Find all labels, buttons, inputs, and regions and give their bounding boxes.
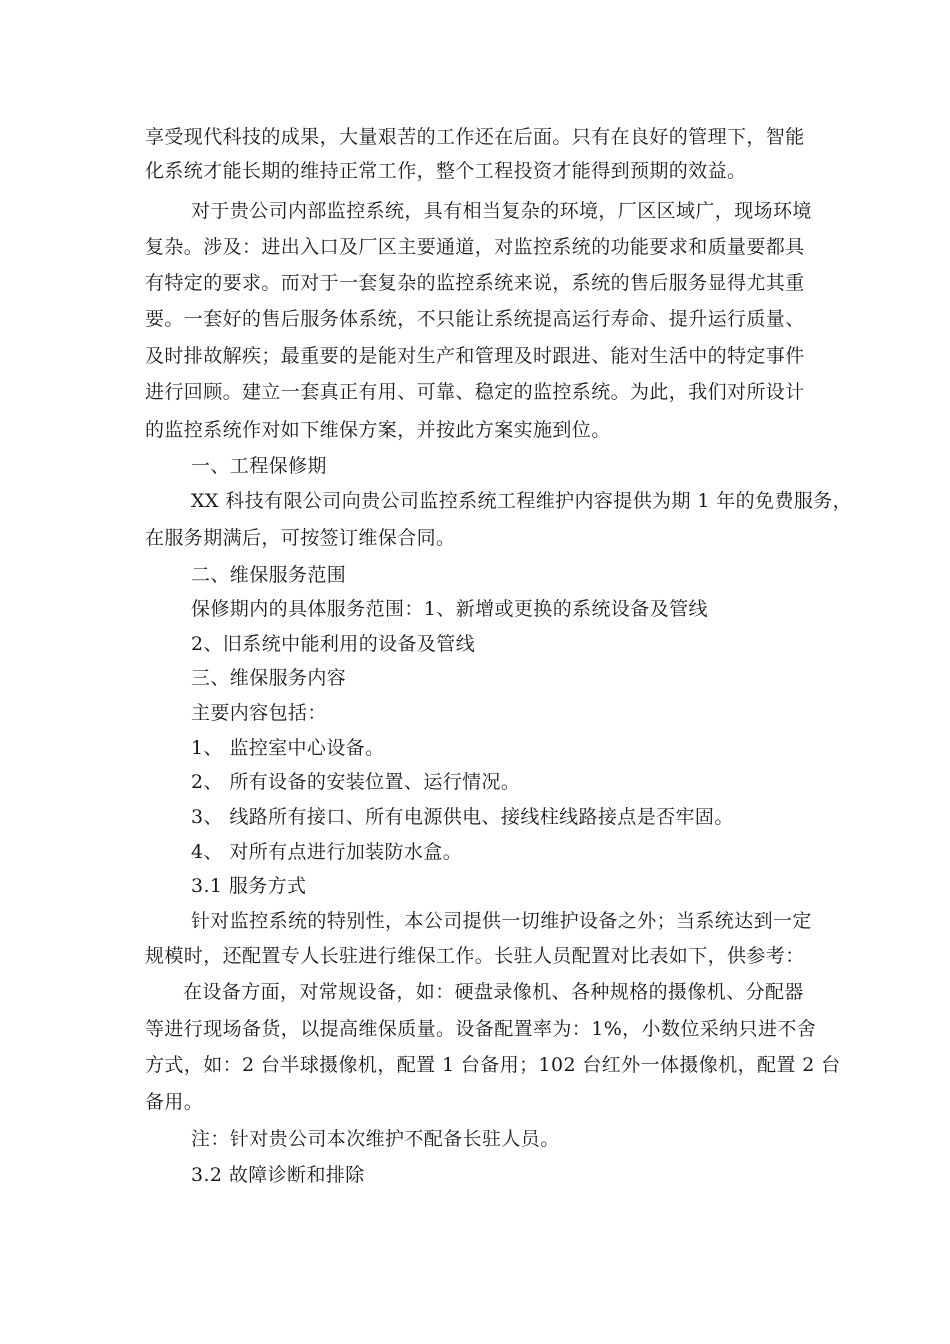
paragraph-line: 享受现代科技的成果，大量艰苦的工作还在后面。只有在良好的管理下，智能 [145, 126, 805, 148]
paragraph-line: 要。一套好的售后服务体系统，不只能让系统提高运行寿命、提升运行质量、 [145, 308, 805, 330]
list-item: 4、 对所有点进行加装防水盒。 [191, 841, 463, 863]
paragraph-line: 在服务期满后，可按签订维保合同。 [145, 527, 456, 549]
section-heading: 一、工程保修期 [191, 455, 327, 477]
paragraph-line: 等进行现场备货，以提高维保质量。设备配置率为：1%，小数位采纳只进不舍 [145, 1018, 817, 1040]
paragraph-line: 有特定的要求。而对于一套复杂的监控系统来说，系统的售后服务显得尤其重 [145, 272, 805, 294]
paragraph-line: XX 科技有限公司向贵公司监控系统工程维护内容提供为期 1 年的免费服务， [191, 490, 853, 512]
paragraph-line: 的监控系统作对如下维保方案，并按此方案实施到位。 [145, 419, 611, 441]
list-item: 3、 线路所有接口、所有电源供电、接线柱线路接点是否牢固。 [191, 806, 734, 828]
paragraph-line: 进行回顾。建立一套真正有用、可靠、稳定的监控系统。为此，我们对所设计 [145, 381, 805, 403]
subsection-heading: 3.2 故障诊断和排除 [191, 1164, 365, 1186]
paragraph-line: 化系统才能长期的维持正常工作，整个工程投资才能得到预期的效益。 [145, 160, 747, 182]
paragraph-line: 2、旧系统中能利用的设备及管线 [191, 633, 476, 655]
paragraph-line: 规模时，还配置专人长驻进行维保工作。长驻人员配置对比表如下，供参考： [145, 945, 805, 967]
list-item: 2、 所有设备的安装位置、运行情况。 [191, 771, 521, 793]
note-line: 注：针对贵公司本次维护不配备长驻人员。 [191, 1128, 560, 1150]
section-heading: 二、维保服务范围 [191, 564, 347, 586]
paragraph-line: 针对监控系统的特别性，本公司提供一切维护设备之外；当系统达到一定 [191, 910, 812, 932]
section-heading: 三、维保服务内容 [191, 667, 347, 689]
paragraph-line: 备用。 [145, 1091, 204, 1113]
paragraph-line: 对于贵公司内部监控系统，具有相当复杂的环境，厂区区域广，现场环境 [191, 200, 812, 222]
paragraph-line: 在设备方面，对常规设备，如：硬盘录像机、各种规格的摄像机、分配器 [183, 981, 804, 1003]
paragraph-line: 及时排故解疾；最重要的是能对生产和管理及时跟进、能对生活中的特定事件 [145, 345, 805, 367]
paragraph-line: 主要内容包括： [191, 702, 327, 724]
paragraph-line: 复杂。涉及：进出入口及厂区主要通道，对监控系统的功能要求和质量要都具 [145, 236, 805, 258]
paragraph-line: 保修期内的具体服务范围：1、新增或更换的系统设备及管线 [191, 598, 708, 620]
subsection-heading: 3.1 服务方式 [191, 875, 307, 897]
paragraph-line: 方式，如：2 台半球摄像机，配置 1 台备用；102 台红外一体摄像机，配置 2 台 [145, 1054, 841, 1076]
list-item: 1、 监控室中心设备。 [191, 737, 385, 759]
